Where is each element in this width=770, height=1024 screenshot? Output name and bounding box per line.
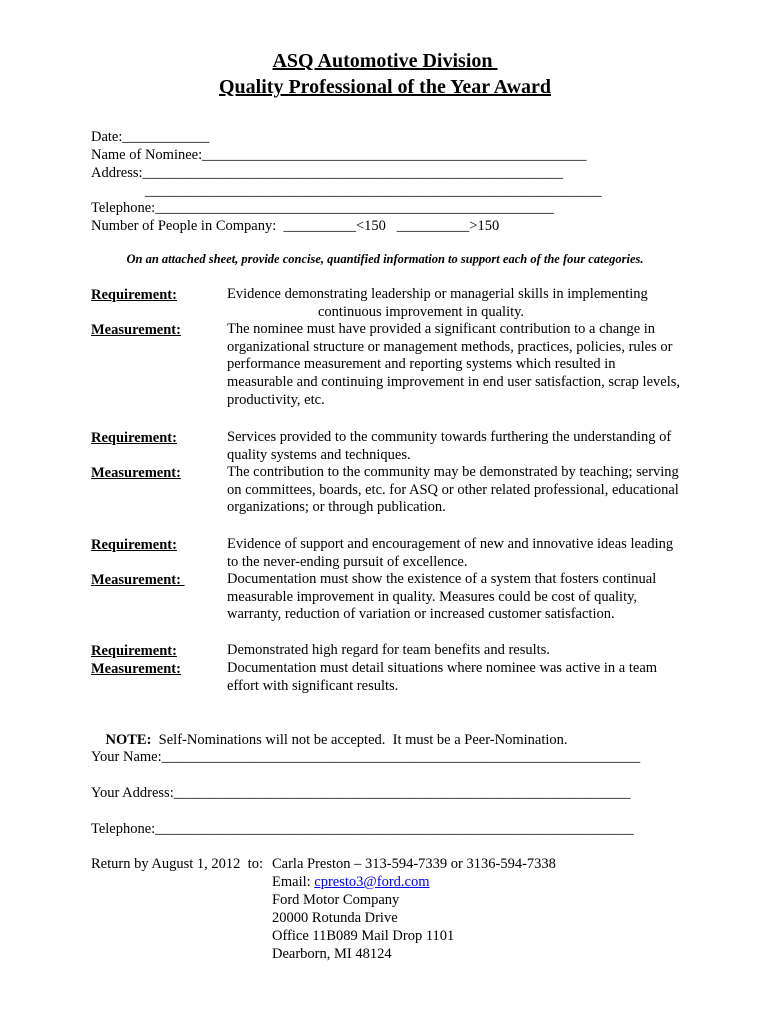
requirement-label: Requirement: bbox=[91, 287, 177, 303]
nominee-name-field[interactable]: Name of Nominee:_____________________________________________________ bbox=[91, 147, 587, 163]
measurement-label: Measurement: bbox=[91, 572, 185, 588]
address-line-2-field[interactable]: _______________________________________________________________ bbox=[145, 183, 602, 199]
measurement-label: Measurement: bbox=[91, 465, 181, 481]
requirement-label: Requirement: bbox=[91, 537, 177, 553]
measurement-label: Measurement: bbox=[91, 661, 181, 677]
your-name-field[interactable]: Your Name:__________________________________________________________________ bbox=[91, 749, 641, 765]
return-intro: Return by August 1, 2012 to: bbox=[91, 856, 263, 872]
instruction-text: On an attached sheet, provide concise, quantified information to support each of the four categories. bbox=[126, 252, 644, 266]
return-company: Ford Motor Company bbox=[272, 892, 400, 908]
note-text: Self-Nominations will not be accepted. It must be a Peer-Nomination. bbox=[151, 732, 568, 748]
address-field[interactable]: Address:__________________________________________________________ bbox=[91, 165, 564, 181]
note-label: NOTE: bbox=[105, 732, 152, 748]
return-office: Office 11B089 Mail Drop 1101 bbox=[272, 928, 455, 944]
date-field[interactable]: Date:____________ bbox=[91, 129, 210, 145]
title-award: Quality Professional of the Year Award bbox=[218, 76, 552, 98]
return-city: Dearborn, MI 48124 bbox=[272, 946, 392, 962]
measurement-text-2: The contribution to the community may be demonstrated by teaching; serving on committees, boards, etc. for ASQ or other related professional, educational organizations; or through publication. bbox=[227, 464, 679, 516]
requirement-text-1-line2: continuous improvement in quality. bbox=[318, 303, 525, 320]
requirement-text-3: Evidence of support and encouragement of new and innovative ideas leading to the never-ending pursuit of excellence. bbox=[227, 536, 674, 570]
email-link[interactable]: cpresto3@ford.com bbox=[314, 874, 430, 890]
return-email-line bbox=[272, 873, 430, 891]
measurement-text-3: Documentation must show the existence of a system that fosters continual measurable improvement in quality. Measures could be cost of quality, warranty, reduction of variation or increased customer satisfaction. bbox=[227, 571, 657, 623]
company-size-field[interactable]: Number of People in Company: __________<150 __________>150 bbox=[91, 218, 500, 234]
email-label: Email: bbox=[272, 874, 315, 890]
your-address-field[interactable]: Your Address:_______________________________________________________________ bbox=[91, 785, 631, 801]
return-contact: Carla Preston – 313-594-7339 or 3136-594-7338 bbox=[272, 856, 556, 872]
requirement-text-2: Services provided to the community towards furthering the understanding of quality systems and techniques. bbox=[227, 429, 672, 463]
measurement-text-1: The nominee must have provided a significant contribution to a change in organizational structure or management methods, practices, policies, rules or performance measurement and reporting systems which resulted in measurable and continuing improvement in end user satisfaction, scrap levels, productivity, etc. bbox=[227, 321, 680, 408]
requirement-text-1-line1: Evidence demonstrating leadership or managerial skills in implementing bbox=[227, 286, 648, 302]
measurement-label: Measurement: bbox=[91, 322, 181, 338]
telephone-field[interactable]: Telephone:_______________________________________________________ bbox=[91, 200, 554, 216]
requirement-text-1 bbox=[227, 286, 682, 321]
return-street: 20000 Rotunda Drive bbox=[272, 910, 398, 926]
requirement-label: Requirement: bbox=[91, 643, 177, 659]
title-division: ASQ Automotive Division bbox=[272, 50, 498, 72]
your-telephone-field[interactable]: Telephone:__________________________________________________________________ bbox=[91, 821, 634, 837]
requirement-label: Requirement: bbox=[91, 430, 177, 446]
requirement-text-4: Demonstrated high regard for team benefits and results. bbox=[227, 642, 550, 658]
measurement-text-4: Documentation must detail situations where nominee was active in a team effort with significant results. bbox=[227, 660, 658, 694]
